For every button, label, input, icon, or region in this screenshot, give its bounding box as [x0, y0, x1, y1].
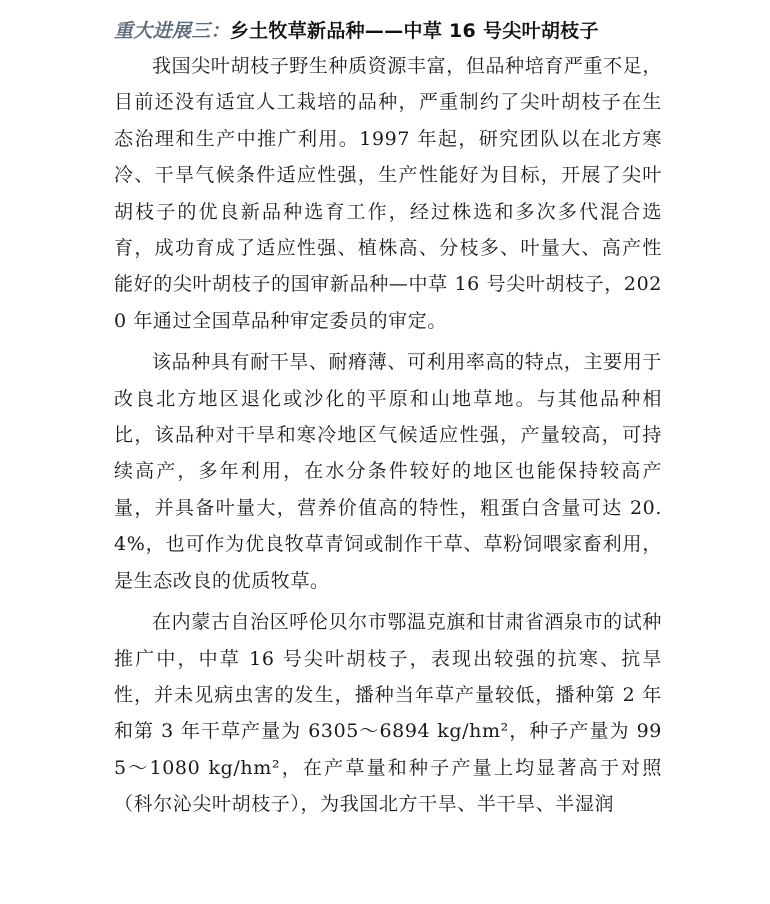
section-heading	[114, 14, 662, 48]
heading-label: 重大进展三：	[114, 20, 230, 42]
paragraph-intro: 我国尖叶胡枝子野生种质资源丰富，但品种培育严重不足，目前还没有适宜人工栽培的品种，严重制约了尖叶胡枝子在生态治理和生产中推广利用。1997 年起，研究团队以在北方寒冷、干旱气候条件适应性强，生产性能好为目标，开展了尖叶胡枝子的优良新品种选育工作，经过株选和多次多代混合选育，成功育成了适应性强、植株高、分枝多、叶量大、高产性能好的尖叶胡枝子的国审新品种—中草 16 号尖叶胡枝子，2020 年通过全国草品种审定委员的审定。	[114, 55, 662, 332]
paragraph-features: 该品种具有耐干旱、耐瘠薄、可利用率高的特点，主要用于改良北方地区退化或沙化的平原和山地草地。与其他品种相比，该品种对干旱和寒冷地区气候适应性强，产量较高，可持续高产，多年利用，在水分条件较好的地区也能保持较高产量，并具备叶量大，营养价值高的特性，粗蛋白含量可达 20.4%，也可作为优良牧草青饲或制作干草、草粉饲喂家畜利用，是生态改良的优质牧草。	[114, 351, 662, 592]
document-page	[114, 0, 662, 823]
paragraph-trials: 在内蒙古自治区呼伦贝尔市鄂温克旗和甘肃省酒泉市的试种推广中，中草 16 号尖叶胡枝子，表现出较强的抗寒、抗旱性，并未见病虫害的发生，播种当年草产量较低，播种第 2 年和第 3 年干草产量为 6305～6894 kg/hm²，种子产量为 995～1080 kg/hm²，在产草量和种子产量上均显著高于对照（科尔沁尖叶胡枝子），为我国北方干旱、半干旱、半湿润	[114, 611, 662, 816]
heading-title: 乡土牧草新品种——中草 16 号尖叶胡枝子	[229, 20, 599, 42]
